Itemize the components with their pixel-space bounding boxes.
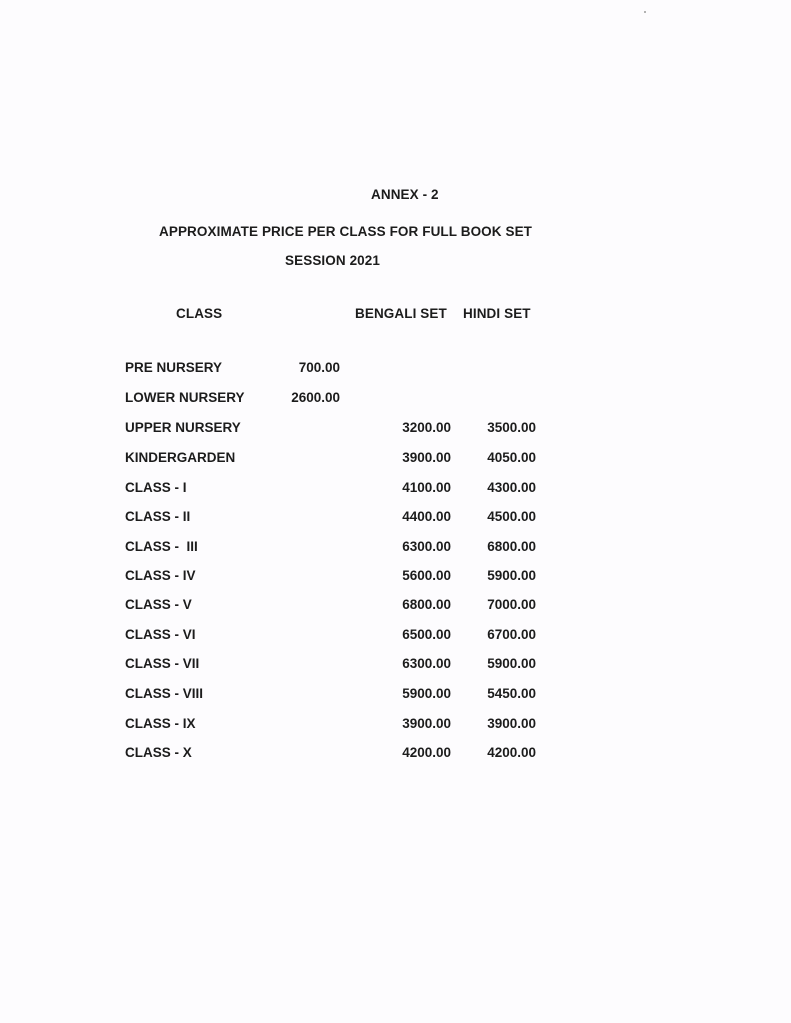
class-name: CLASS - IX [125,716,196,731]
table-row [0,627,791,645]
hindi-price: 5450.00 [487,686,536,701]
bengali-price: 4100.00 [402,480,451,495]
hindi-price: 3900.00 [487,716,536,731]
table-row [0,686,791,704]
single-price: 2600.00 [291,390,340,405]
column-header-bengali-set: BENGALI SET [355,306,447,321]
bengali-price: 5600.00 [402,568,451,583]
class-name: CLASS - X [125,745,192,760]
table-row [0,745,791,763]
table-row [0,480,791,498]
table-row [0,360,791,378]
hindi-price: 3500.00 [487,420,536,435]
table-row [0,597,791,615]
column-header-hindi-set: HINDI SET [463,306,531,321]
hindi-price: 4200.00 [487,745,536,760]
class-name: CLASS - VI [125,627,196,642]
single-price: 700.00 [298,360,340,375]
column-header-class: CLASS [176,306,223,321]
annex-label: ANNEX - 2 [371,187,439,202]
table-row [0,539,791,557]
table-row [0,716,791,734]
bengali-price: 6300.00 [402,539,451,554]
bengali-price: 3900.00 [402,716,451,731]
class-name: LOWER NURSERY [125,390,245,405]
class-name: UPPER NURSERY [125,420,241,435]
hindi-price: 4050.00 [487,450,536,465]
hindi-price: 4300.00 [487,480,536,495]
hindi-price: 6800.00 [487,539,536,554]
bengali-price: 3200.00 [402,420,451,435]
bengali-price: 4400.00 [402,509,451,524]
bengali-price: 6300.00 [402,656,451,671]
hindi-price: 7000.00 [487,597,536,612]
class-name: KINDERGARDEN [125,450,236,465]
hindi-price: 6700.00 [487,627,536,642]
class-name: CLASS - IV [125,568,196,583]
class-name: CLASS - I [125,480,187,495]
bengali-price: 6800.00 [402,597,451,612]
class-name: CLASS - II [125,509,191,524]
class-name: CLASS - V [125,597,192,612]
scan-speck [644,11,646,13]
hindi-price: 5900.00 [487,656,536,671]
bengali-price: 5900.00 [402,686,451,701]
document-subtitle: APPROXIMATE PRICE PER CLASS FOR FULL BOOK SET [159,224,533,239]
table-row [0,656,791,674]
session-label: SESSION 2021 [285,253,381,268]
class-name: CLASS - VII [125,656,200,671]
bengali-price: 3900.00 [402,450,451,465]
bengali-price: 4200.00 [402,745,451,760]
table-row [0,568,791,586]
bengali-price: 6500.00 [402,627,451,642]
class-name: CLASS - VIII [125,686,204,701]
table-row [0,450,791,468]
class-name: PRE NURSERY [125,360,223,375]
table-row [0,420,791,438]
hindi-price: 4500.00 [487,509,536,524]
table-row [0,509,791,527]
class-name: CLASS - III [125,539,198,554]
table-row [0,390,791,408]
hindi-price: 5900.00 [487,568,536,583]
